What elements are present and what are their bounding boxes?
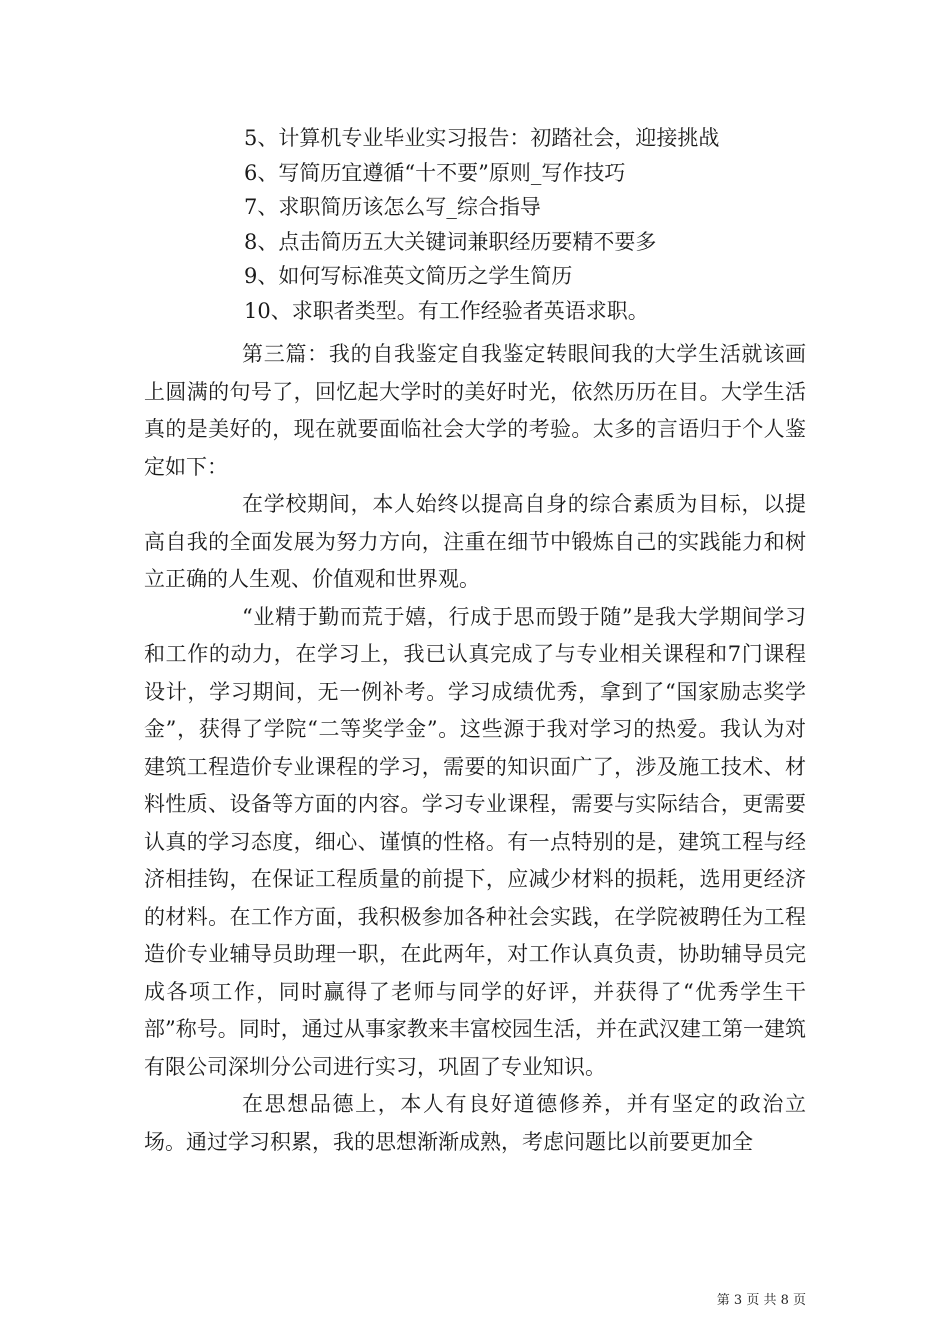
list-item: 6、写简历宜遵循“十不要”原则_写作技巧 — [244, 160, 626, 185]
paragraph-intro: 第三篇：我的自我鉴定自我鉴定转眼间我的大学生活就该画上圆满的句号了，回忆起大学时的美好时光，依然历历在目。大学生活真的是美好的，现在就要面临社会大学的考验。太多的言语归于个人鉴定如下： — [144, 342, 806, 479]
paragraph-school: 在学校期间，本人始终以提高自身的综合素质为目标，以提高自我的全面发展为努力方向，注重在细节中锻炼自己的实践能力和树立正确的人生观、价值观和世界观。 — [144, 492, 806, 591]
paragraph-morality: 在思想品德上，本人有良好道德修养，并有坚定的政治立场。通过学习积累，我的思想渐渐成熟，考虑问题比以前要更加全 — [144, 1092, 806, 1154]
list-item: 5、计算机专业毕业实习报告：初踏社会，迎接挑战 — [244, 126, 720, 150]
article-list — [244, 121, 844, 328]
list-item: 8、点击简历五大关键词兼职经历要精不要多 — [244, 229, 657, 254]
body-text — [144, 336, 806, 1161]
list-item: 9、如何写标准英文简历之学生简历 — [244, 264, 573, 288]
list-item: 10、求职者类型。有工作经验者英语求职。 — [244, 298, 649, 323]
page-number: 第 3 页 共 8 页 — [716, 1293, 806, 1308]
paragraph-study-work: “业精于勤而荒于嬉，行成于思而毁于随”是我大学期间学习和工作的动力，在学习上，我已认真完成了与专业相关课程和7门课程设计，学习期间，无一例补考。学习成绩优秀，拿到了“国家励志奖学金”，获得了学院“二等奖学金”。这些源于我对学习的热爱。我认为对建筑工程造价专业课程的学习，需要的知识面广了，涉及施工技术、材料性质、设备等方面的内容。学习专业课程，需要与实际结合，更需要认真的学习态度，细心、谨慎的性格。有一点特别的是，建筑工程与经济相挂钩，在保证工程质量的前提下，应减少材料的损耗，选用更经济的材料。在工作方面，我积极参加各种社会实践，在学院被聘任为工程造价专业辅导员助理一职，在此两年，对工作认真负责，协助辅导员完成各项工作，同时赢得了老师与同学的好评，并获得了“优秀学生干部”称号。同时，通过从事家教来丰富校园生活，并在武汉建工第一建筑有限公司深圳分公司进行实习，巩固了专业知识。 — [144, 604, 806, 1079]
list-item: 7、求职简历该怎么写_综合指导 — [244, 195, 541, 219]
